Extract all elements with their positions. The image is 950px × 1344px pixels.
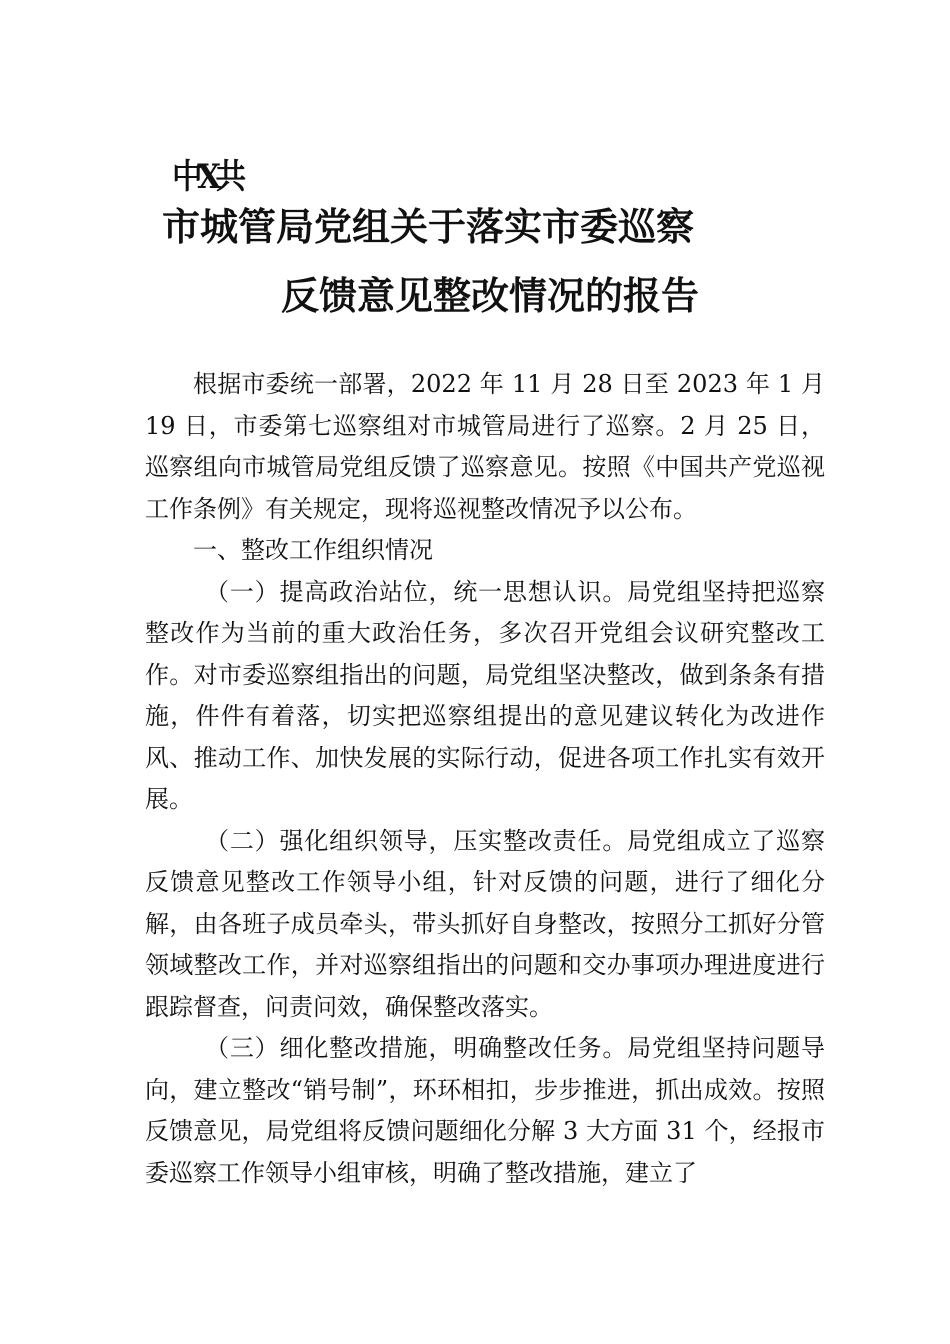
paragraph-item-3: （三）细化整改措施，明确整改任务。局党组坚持问题导向，建立整改“销号制”，环环相扣，步步推进，抓出成效。按照反馈意见，局党组将反馈问题细化分解 3 大方面 31 个，经报市委巡察工作领导小组审核，明确了整改措施，建立了	[145, 1034, 825, 1187]
document-body	[145, 364, 825, 1194]
document-title-line-2: 反馈意见整改情况的报告	[281, 273, 700, 318]
paragraph-item-1: （一）提高政治站位，统一思想认识。局党组坚持把巡察整改作为当前的重大政治任务，多次召开党组会议研究整改工作。对市委巡察组指出的问题，局党组坚决整改，做到条条有措施，件件有着落，切实把巡察组提出的意见建议转化为改进作风、推动工作、加快发展的实际行动，促进各项工作扎实有效开展。	[145, 577, 825, 813]
document-mark: 中X共	[172, 157, 241, 197]
section-heading: 一、整改工作组织情况	[193, 536, 433, 564]
document-title-line-1: 市城管局党组关于落实市委巡察	[162, 204, 695, 249]
intro-paragraph: 根据市委统一部署，2022 年 11 月 28 日至 2023 年 1 月 19 日，市委第七巡察组对市城管局进行了巡察。2 月 25 日，巡察组向市城管局党组反馈了巡察意见。按照《中国共产党巡视工作条例》有关规定，现将巡视整改情况予以公布。	[145, 370, 825, 523]
paragraph-item-2: （二）强化组织领导，压实整改责任。局党组成立了巡察反馈意见整改工作领导小组，针对反馈的问题，进行了细化分解，由各班子成员牵头，带头抓好自身整改，按照分工抓好分管领域整改工作，并对巡察组指出的问题和交办事项办理进度进行跟踪督查，问责问效，确保整改落实。	[145, 826, 825, 1021]
